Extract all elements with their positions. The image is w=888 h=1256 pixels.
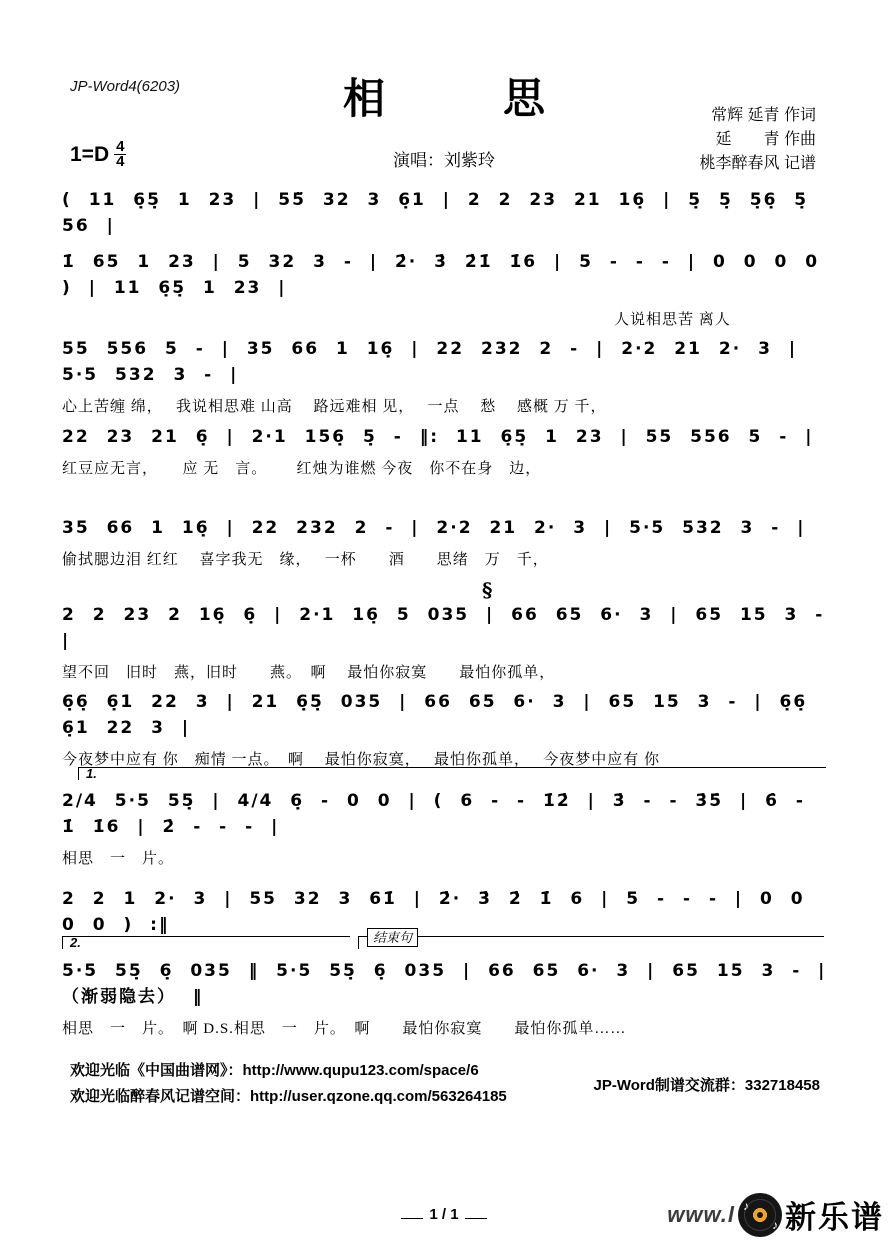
- music-line: 2 2 1 2· 3 | 55 32 3 61̇ | 2̇· 3̇ 2̇ 1̇ 6 | 5 - - - | 0 0 0 0 ) :‖: [62, 889, 822, 935]
- lyrics-line: 相思 一 片。: [62, 851, 175, 867]
- volta-2-label: 2.: [70, 935, 81, 950]
- music-note-icon: ♪: [743, 1198, 749, 1213]
- footer-site-line-2: 欢迎光临醉春风记谱空间：http://user.qzone.qq.com/563264185: [70, 1088, 507, 1105]
- music-line: 6̣6̣ 6̣1 22 3 | 21 6̣5̣ 035 | 66 65 6· 3 | 65 15 3 - | 6̣6̣ 6̣1 22 3 |: [62, 692, 825, 738]
- system-8: [62, 766, 828, 868]
- volta-2-bracket: [62, 936, 350, 949]
- system-1: [62, 187, 828, 239]
- song-title: 相思: [342, 77, 663, 123]
- time-signature-denominator: 4: [116, 153, 125, 171]
- music-line: 22 23 21 6̣ | 2·1 156̣ 5̣ - ‖: 11 6̣5̣ 1 23 | 55 556 5 - |: [62, 427, 814, 447]
- lyrics-line: 红豆应无言， 应 无 言。 红烛为谁燃 今夜 你不在身 边，: [62, 461, 542, 477]
- ending-label: 结束句: [367, 928, 418, 947]
- music-line: 2 2 23 2 16̣ 6̣ | 2·1 16̣ 5 035 | 66 65 6· 3 | 65 15 3 - |: [62, 605, 842, 651]
- system-10: [62, 930, 844, 1038]
- footer-site-line-1: 欢迎光临《中国曲谱网》：http://www.qupu123.com/space/6: [70, 1062, 479, 1079]
- music-note-icon: ♪: [772, 1217, 778, 1232]
- lyrics-line: 心上苦缠 绵， 我说相思难 山高 路远难相 见， 一点 愁 感概 万 千，: [62, 399, 607, 415]
- time-signature-numerator: 4: [116, 138, 125, 155]
- system-6: [62, 578, 842, 682]
- key-label: 1=D: [70, 142, 110, 166]
- lyrics-line: 今夜梦中应有 你 痴情 一点。 啊 最怕你寂寞， 最怕你孤单， 今夜梦中应有 你: [62, 752, 661, 768]
- music-line: 2/4 5·5 55̣ | 4/4 6̣ - 0 0 | ( 6 - - 1̇2̇ | 3̇ - - 3̇5̇ | 6̇ - 1̇ 1̇6 | 2̇ - - - |: [62, 791, 822, 837]
- system-3: [62, 336, 828, 416]
- volta-1-bracket: [78, 767, 826, 780]
- lyrics-line: 偷拭腮边泪 红红 喜字我无 缘， 一杯 酒 思绪 万 千，: [62, 552, 549, 568]
- qq-group-line: JP-Word制谱交流群：332718458: [593, 1077, 820, 1094]
- music-line: 55 556 5 - | 35 66 1 16̣ | 22 232 2 - | 2·2 21 2· 3 | 5·5 532 3 - |: [62, 339, 814, 385]
- segno-icon: §: [482, 578, 493, 602]
- system-5: [62, 515, 828, 569]
- watermark-url: www.l: [667, 1201, 735, 1227]
- credit-line-composer: 延 青 作曲: [715, 131, 816, 148]
- system-4: [62, 424, 828, 478]
- music-line: 5·5 55̣ 6̣ 035 ‖ 5·5 55̣ 6̣ 035 | 66 65 6· 3 | 65 15 3 - | （渐弱隐去） ‖: [62, 961, 844, 1007]
- performer-label: 演唱：刘紫玲: [393, 151, 495, 170]
- watermark-brand: 新乐谱: [785, 1200, 884, 1235]
- watermark: [667, 1192, 884, 1237]
- credit-line-transcriber: 桃李醉春风 记谱: [699, 155, 816, 172]
- lyrics-line: 人说相思苦 离人: [614, 312, 731, 328]
- page-indicator-dash-left: [401, 1208, 423, 1219]
- music-line: ( 11 6̣5̣ 1 23 | 55̈ 32 3 6̣1 | 2 2 23 21 16̣ | 5̣ 5̣ 5̣6̣ 5̣ 56 |: [62, 190, 826, 236]
- lyrics-line: 相思 一 片。 啊 D.S.相思 一 片。 啊 最怕你寂寞 最怕你孤单……: [62, 1021, 627, 1037]
- credits-block: [700, 104, 816, 176]
- credit-line-lyricist: 常辉 延青 作词: [711, 107, 816, 124]
- vinyl-record-icon: [738, 1193, 782, 1237]
- volta-1-label: 1.: [86, 766, 97, 781]
- system-9: [62, 886, 828, 938]
- system-7: [62, 689, 828, 769]
- music-line: 35 66 1 16̣ | 22 232 2 - | 2·2 21 2· 3 | 5·5 532 3 - |: [62, 518, 806, 538]
- app-tag: JP-Word4(6203): [70, 78, 181, 95]
- lyrics-line: 望不回 旧时 燕，旧时 燕。 啊 最怕你寂寞 最怕你孤单，: [62, 665, 556, 681]
- music-line: 1̇ 65 1 23 | 5 32 3 - | 2̇· 3̇ 2̇1̇ 1̇6 | 5 - - - | 0 0 0 0 ) | 11 6̣5̣ 1 23 |: [62, 252, 836, 298]
- page-number: 1 / 1: [429, 1206, 459, 1223]
- system-2: [62, 249, 836, 329]
- ending-bracket: [358, 930, 824, 949]
- footer-site-links: [70, 1058, 507, 1110]
- page-indicator-dash-right: [465, 1208, 487, 1219]
